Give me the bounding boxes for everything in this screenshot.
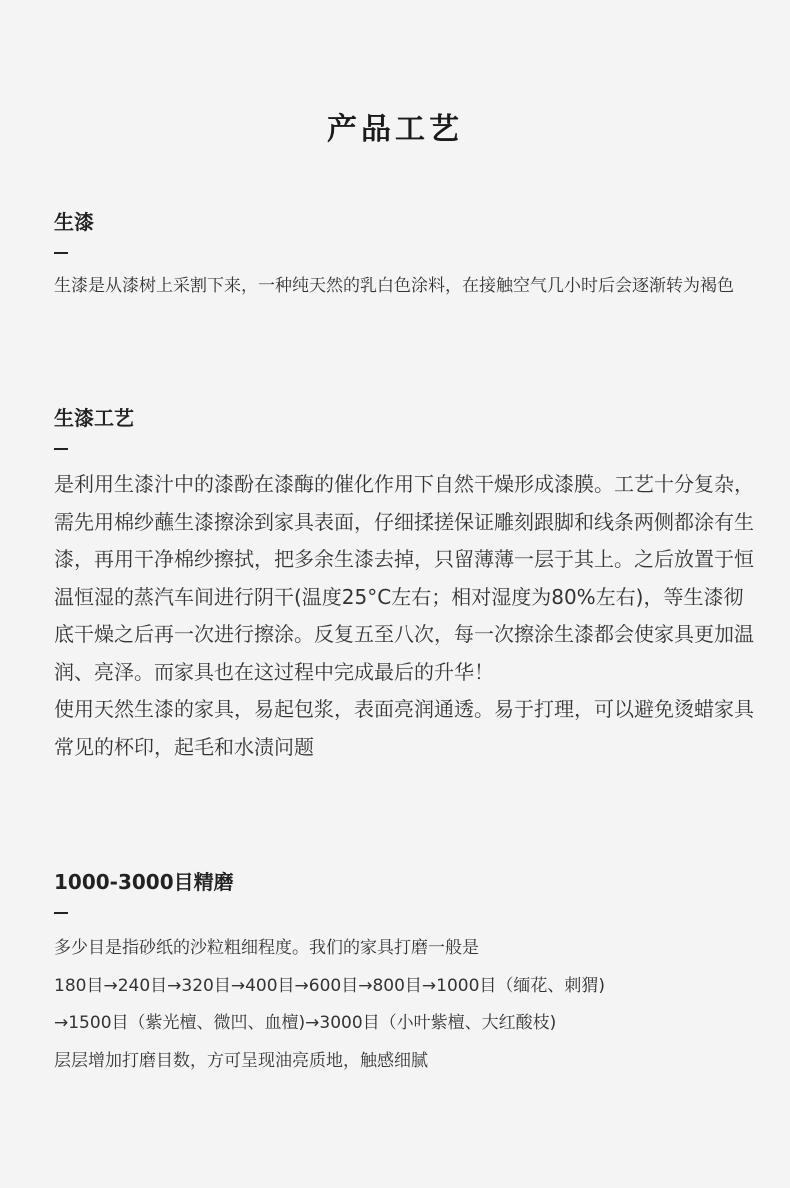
section-fine-polishing: [54, 868, 754, 1080]
section-body: [54, 268, 754, 304]
section-raw-lacquer-craft: [54, 404, 754, 766]
section-body: [54, 930, 754, 1080]
paragraph: 使用天然生漆的家具，易起包浆，表面亮润通透。易于打理，可以避免烫蜡家具常见的杯印，起毛和水渍问题: [54, 697, 754, 759]
paragraph: 是利用生漆汁中的漆酚在漆酶的催化作用下自然干燥形成漆膜。工艺十分复杂，需先用棉纱蘸生漆擦涂到家具表面，仔细揉搓保证雕刻跟脚和线条两侧都涂有生漆，再用干净棉纱擦拭，把多余生漆去掉，只留薄薄一层于其上。之后放置于恒温恒湿的蒸汽车间进行阴干(温度25°C左右；相对湿度为80%左右)，等生漆彻底干燥之后再一次进行擦涂。反复五至八次，每一次擦涂生漆都会使家具更加温润、亮泽。而家具也在这过程中完成最后的升华！: [54, 472, 754, 684]
heading-dash-divider: [54, 252, 68, 254]
section-heading: 1000-3000目精磨: [54, 870, 234, 894]
heading-dash-divider: [54, 912, 68, 914]
paragraph: 层层增加打磨目数，方可呈现油亮质地，触感细腻: [54, 1050, 428, 1071]
grit-sequence-line: →1500目（紫光檀、微凹、血檀)→3000目（小叶紫檀、大红酸枝): [54, 1013, 557, 1033]
paragraph: 生漆是从漆树上采割下来，一种纯天然的乳白色涂料，在接触空气几小时后会逐渐转为褐色: [54, 276, 734, 296]
paragraph: 多少目是指砂纸的沙粒粗细程度。我们的家具打磨一般是: [54, 938, 479, 958]
page-title: 产品工艺: [327, 112, 463, 148]
section-heading: 生漆: [54, 210, 94, 234]
heading-dash-divider: [54, 448, 68, 450]
grit-sequence-line: 180目→240目→320目→400目→600目→800目→1000目（缅花、刺猬): [54, 975, 606, 996]
section-raw-lacquer: [54, 208, 754, 304]
section-body: [54, 466, 754, 766]
section-heading: 生漆工艺: [54, 406, 134, 430]
